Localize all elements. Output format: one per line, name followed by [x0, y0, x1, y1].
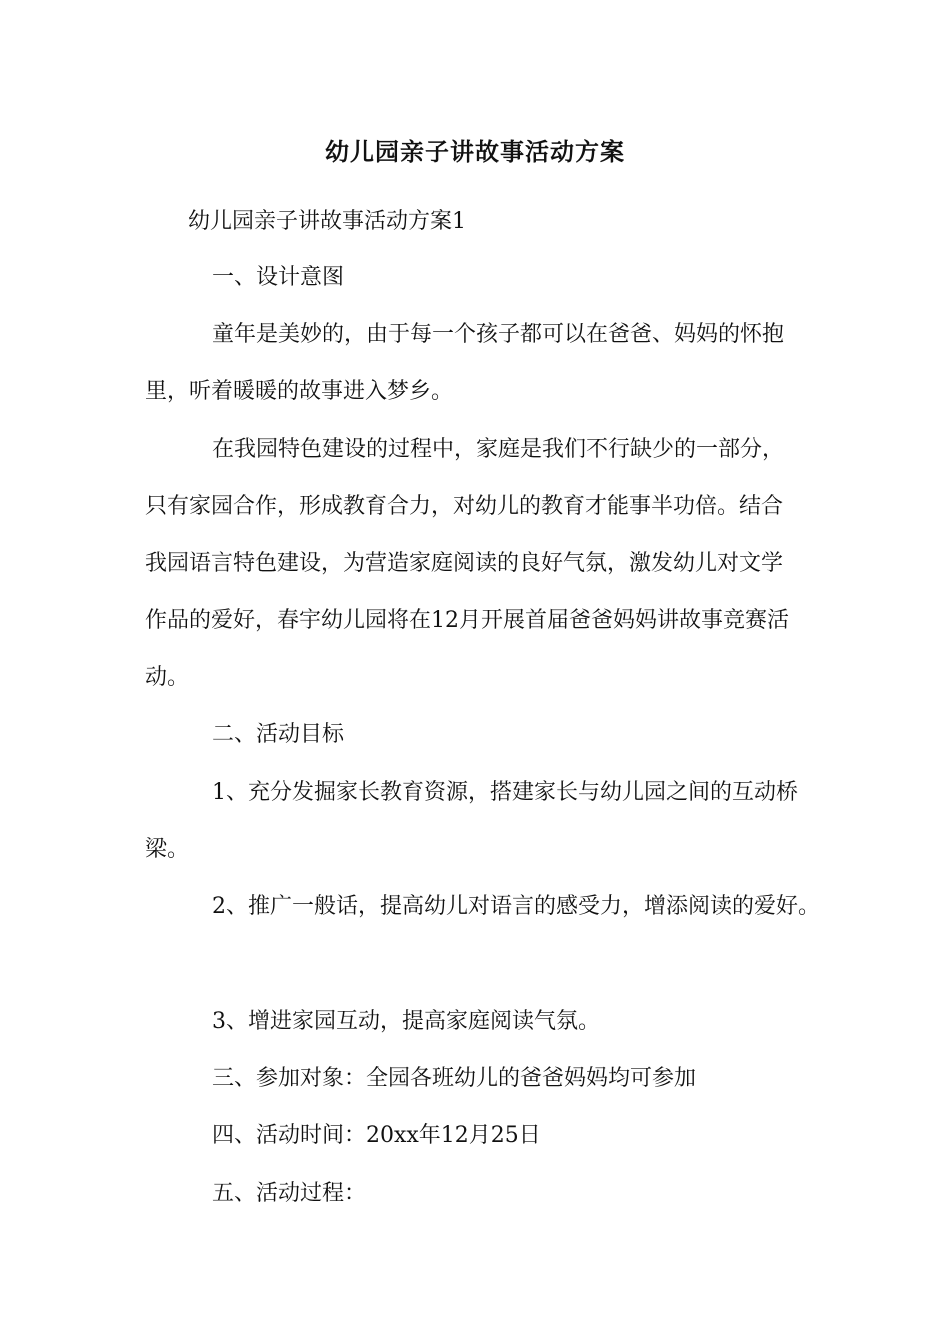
section5-heading: 五、活动过程：: [212, 1181, 367, 1206]
goal2: 2、推广一般话，提高幼儿对语言的感受力，增添阅读的爱好。: [212, 894, 820, 919]
section4-time: 四、活动时间：20xx年12月25日: [212, 1123, 541, 1148]
section2-heading: 二、活动目标: [212, 722, 345, 747]
section1-heading: 一、设计意图: [212, 265, 345, 290]
goal1-line2: 梁。: [145, 837, 190, 862]
document-title: 幼儿园亲子讲故事活动方案: [325, 137, 625, 166]
para2-line3: 我园语言特色建设，为营造家庭阅读的良好气氛，激发幼儿对文学: [145, 551, 784, 576]
para1-line2: 里，听着暖暖的故事进入梦乡。: [145, 379, 454, 404]
para2-line2: 只有家园合作，形成教育合力，对幼儿的教育才能事半功倍。结合: [145, 494, 784, 519]
para2-line5: 动。: [145, 665, 190, 690]
para2-line4: 作品的爱好，春宇幼儿园将在12月开展首届爸爸妈妈讲故事竞赛活: [145, 608, 789, 633]
para1-line1: 童年是美妙的，由于每一个孩子都可以在爸爸、妈妈的怀抱: [212, 322, 785, 347]
document-subtitle: 幼儿园亲子讲故事活动方案1: [188, 209, 466, 234]
para2-line1: 在我园特色建设的过程中，家庭是我们不行缺少的一部分，: [212, 437, 785, 462]
section3-participants: 三、参加对象：全园各班幼儿的爸爸妈妈均可参加: [212, 1066, 697, 1091]
goal1-line1: 1、充分发掘家长教育资源，搭建家长与幼儿园之间的互动桥: [212, 780, 798, 805]
goal3: 3、增进家园互动，提高家庭阅读气氛。: [212, 1009, 600, 1034]
